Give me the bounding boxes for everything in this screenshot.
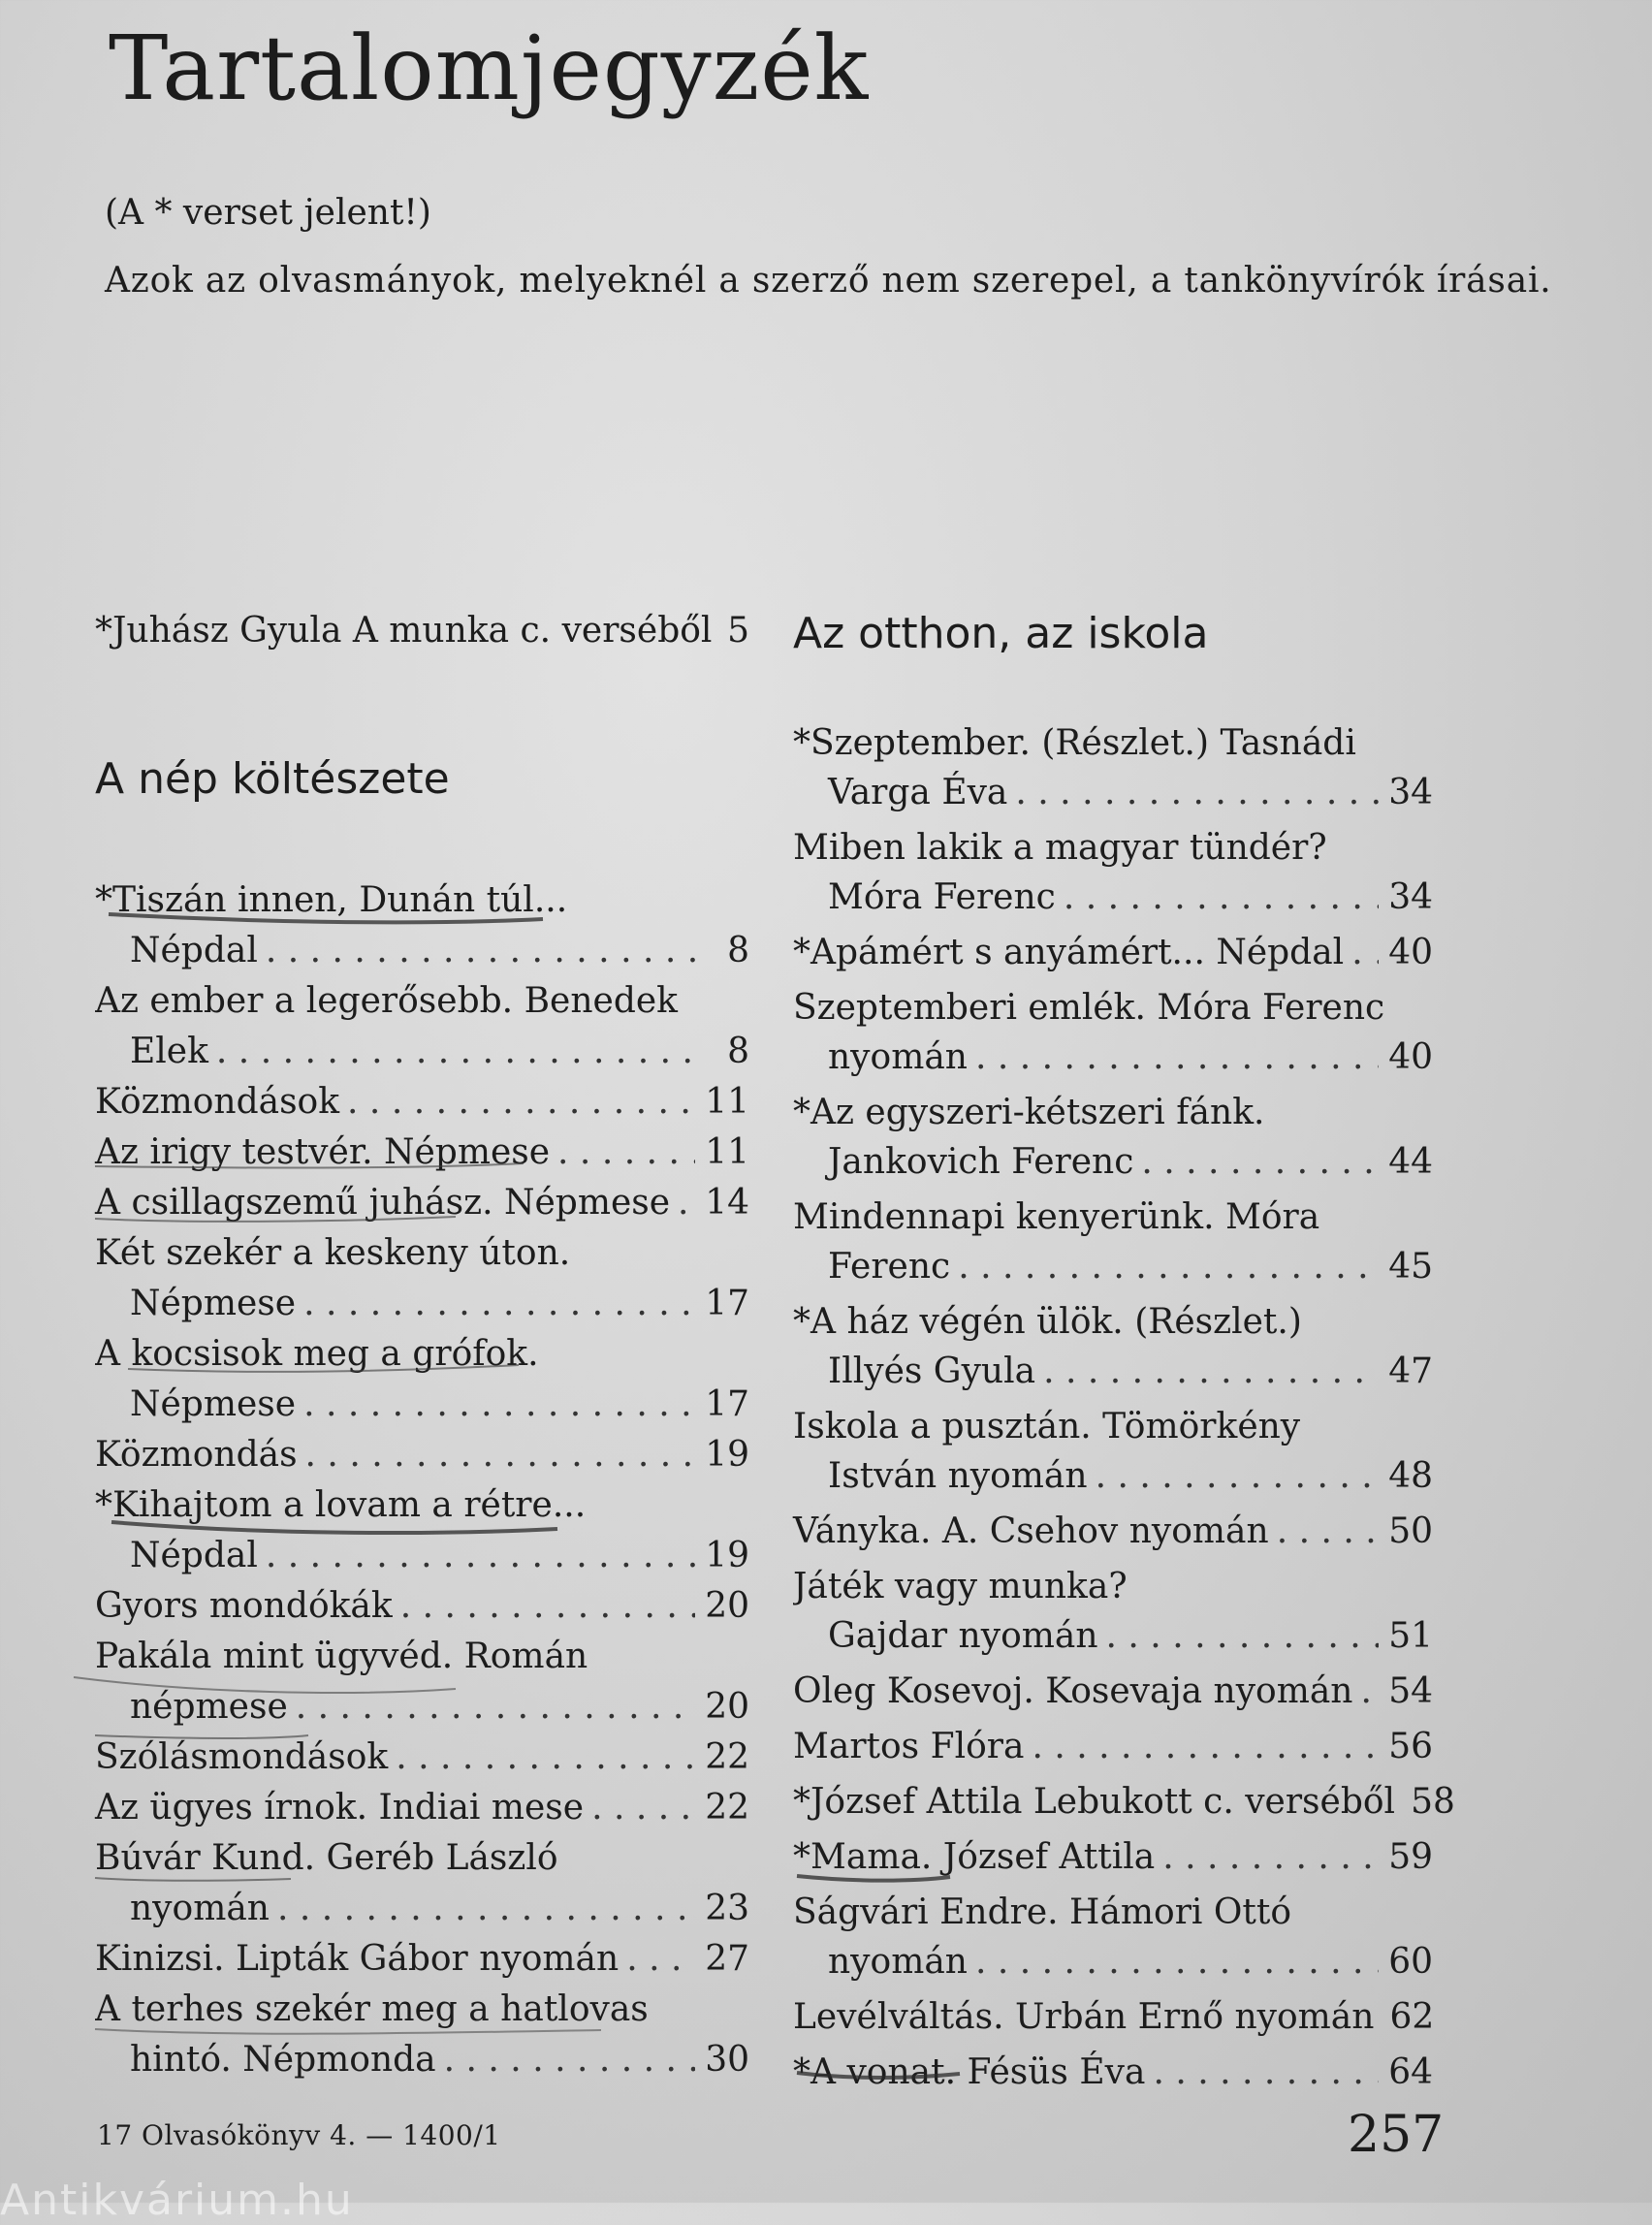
section-title-nep-kolteszete: A nép költészete bbox=[95, 754, 450, 804]
toc-entry-page: 40 bbox=[1388, 932, 1433, 972]
toc-entry bbox=[793, 1888, 1433, 1987]
right-toc-list bbox=[793, 718, 1455, 2097]
toc-entry-line bbox=[95, 1531, 749, 1581]
dot-leader bbox=[305, 1430, 695, 1480]
toc-entry-continuation: István nyomán bbox=[828, 1455, 1088, 1496]
toc-entry-page: 59 bbox=[1388, 1836, 1433, 1877]
toc-entry-title: Két szekér a keskeny úton. bbox=[95, 1232, 571, 1273]
toc-entry bbox=[95, 875, 749, 976]
toc-entry-page: 19 bbox=[705, 1535, 749, 1575]
toc-entry-title: A kocsisok meg a grófok. bbox=[95, 1333, 539, 1374]
toc-entry-line bbox=[793, 1777, 1455, 1827]
toc-entry-title: Pakála mint ügyvéd. Román bbox=[95, 1636, 588, 1676]
toc-entry-title: Ványka. A. Csehov nyomán bbox=[793, 1510, 1269, 1551]
toc-entry-title: *Szeptember. (Részlet.) Tasnádi bbox=[793, 722, 1356, 763]
toc-entry-continuation: Móra Ferenc bbox=[828, 876, 1056, 917]
toc-entry-line bbox=[95, 1430, 749, 1480]
toc-entry-title: *Az egyszeri-kétszeri fánk. bbox=[793, 1092, 1265, 1132]
toc-entry-continuation: Varga Éva bbox=[828, 772, 1008, 812]
toc-entry-page: 58 bbox=[1411, 1781, 1455, 1822]
toc-entry-line bbox=[793, 1507, 1433, 1556]
toc-entry-page: 17 bbox=[705, 1283, 749, 1323]
left-column bbox=[95, 601, 749, 2085]
toc-entry-title: Közmondások bbox=[95, 1081, 340, 1122]
dot-leader bbox=[444, 2035, 695, 2085]
toc-entry bbox=[95, 1430, 749, 1480]
page-number: 257 bbox=[1348, 2106, 1445, 2164]
toc-entry bbox=[793, 1562, 1433, 1661]
toc-entry-page: 22 bbox=[705, 1787, 749, 1828]
dot-leader bbox=[266, 926, 695, 976]
toc-entry-title: *Apámért s anyámért... Népdal bbox=[793, 932, 1345, 972]
dot-leader bbox=[1277, 1507, 1379, 1556]
toc-entry-continuation: Ferenc bbox=[828, 1246, 951, 1287]
toc-entry-page: 27 bbox=[705, 1938, 749, 1979]
toc-entry-title: Ságvári Endre. Hámori Ottó bbox=[793, 1891, 1292, 1932]
watermark: Antikvárium.hu bbox=[0, 2176, 354, 2225]
toc-entry-line bbox=[95, 1682, 749, 1732]
toc-entry bbox=[793, 1992, 1433, 2042]
toc-entry-line bbox=[793, 1242, 1433, 1291]
dot-leader bbox=[1043, 1347, 1379, 1396]
toc-entry-page: 47 bbox=[1388, 1351, 1433, 1391]
toc-entry bbox=[95, 1178, 749, 1228]
toc-entry bbox=[793, 1832, 1433, 1882]
toc-entry-title: *József Attila Lebukott c. verséből bbox=[793, 1781, 1396, 1822]
toc-entry bbox=[95, 1581, 749, 1632]
toc-entry-line bbox=[793, 1667, 1433, 1716]
toc-entry bbox=[95, 1985, 749, 2085]
right-column bbox=[793, 601, 1455, 2103]
toc-entry bbox=[95, 976, 749, 1077]
dot-leader bbox=[1064, 873, 1379, 922]
toc-entry-continuation: hintó. Népmonda bbox=[130, 2039, 436, 2080]
toc-entry-line bbox=[793, 873, 1433, 922]
toc-entry-page: 20 bbox=[705, 1585, 749, 1626]
toc-entry bbox=[793, 718, 1433, 817]
toc-entry bbox=[793, 1507, 1433, 1556]
toc-entry bbox=[793, 983, 1433, 1082]
dot-leader bbox=[1096, 1451, 1379, 1501]
toc-entry-page: 50 bbox=[1388, 1510, 1433, 1551]
toc-entry bbox=[95, 1228, 749, 1329]
toc-entry-line bbox=[793, 1832, 1433, 1882]
toc-entry bbox=[95, 1732, 749, 1783]
toc-entry-page: 23 bbox=[705, 1888, 749, 1928]
section-title-otthon-iskola: Az otthon, az iskola bbox=[793, 609, 1209, 658]
toc-entry-title: Szólásmondások bbox=[95, 1736, 389, 1777]
toc-entry-line bbox=[95, 1178, 749, 1228]
toc-entry bbox=[793, 1297, 1433, 1396]
toc-entry-line bbox=[95, 1884, 749, 1934]
toc-entry-continuation: Népmese bbox=[130, 1383, 297, 1424]
toc-entry-line bbox=[95, 1027, 749, 1077]
dot-leader bbox=[1015, 768, 1379, 817]
toc-entry-continuation: Jankovich Ferenc bbox=[828, 1141, 1134, 1182]
toc-entry-page: 19 bbox=[705, 1434, 749, 1475]
toc-entry bbox=[793, 928, 1433, 977]
authorship-note: Azok az olvasmányok, melyeknél a szerző nem szerepel, a tankönyvírók írásai. bbox=[105, 261, 1552, 301]
toc-entry-line bbox=[95, 926, 749, 976]
toc-entry-continuation: Népdal bbox=[130, 930, 258, 970]
dot-leader bbox=[1032, 1722, 1379, 1771]
toc-entry-continuation: Népdal bbox=[130, 1535, 258, 1575]
dot-leader bbox=[396, 1732, 695, 1783]
dot-leader bbox=[216, 1027, 695, 1077]
toc-entry-line bbox=[793, 1033, 1433, 1082]
toc-entry-page: 34 bbox=[1388, 876, 1433, 917]
toc-entry bbox=[95, 1934, 749, 1985]
toc-entry-title: Játék vagy munka? bbox=[793, 1566, 1128, 1606]
toc-entry-line bbox=[793, 1137, 1433, 1187]
toc-entry-line bbox=[793, 1937, 1433, 1987]
toc-entry bbox=[793, 1088, 1433, 1187]
verse-note: (A * verset jelent!) bbox=[105, 193, 431, 233]
toc-entry bbox=[95, 1480, 749, 1581]
toc-entry bbox=[95, 1783, 749, 1833]
toc-entry-title: Az ember a legerősebb. Benedek bbox=[95, 980, 678, 1021]
dot-leader bbox=[1141, 1137, 1379, 1187]
dot-leader bbox=[1153, 2048, 1379, 2097]
toc-entry bbox=[793, 1667, 1433, 1716]
dot-leader bbox=[975, 1937, 1379, 1987]
dot-leader bbox=[347, 1077, 695, 1128]
dot-leader bbox=[678, 1178, 695, 1228]
toc-entry-title: Az irigy testvér. Népmese bbox=[95, 1131, 551, 1172]
toc-entry-line bbox=[95, 1279, 749, 1329]
toc-entry-page: 54 bbox=[1388, 1670, 1433, 1711]
toc-entry bbox=[793, 1722, 1433, 1771]
toc-entry-page: 8 bbox=[727, 1031, 749, 1071]
toc-entry-title: Kinizsi. Lipták Gábor nyomán bbox=[95, 1938, 620, 1979]
toc-entry bbox=[793, 1192, 1433, 1291]
dot-leader bbox=[1162, 1832, 1379, 1882]
page-title: Tartalomjegyzék bbox=[109, 16, 870, 120]
toc-entry-page: 64 bbox=[1388, 2051, 1433, 2092]
toc-entry-page: 8 bbox=[727, 930, 749, 970]
toc-entry-continuation: Gajdar nyomán bbox=[828, 1615, 1098, 1656]
dot-leader bbox=[1361, 1667, 1380, 1716]
toc-entry-page: 14 bbox=[705, 1182, 749, 1223]
dot-leader bbox=[958, 1242, 1379, 1291]
toc-entry-continuation: Népmese bbox=[130, 1283, 297, 1323]
dot-leader bbox=[266, 1531, 695, 1581]
toc-entry-page: 45 bbox=[1388, 1246, 1433, 1287]
toc-entry-line bbox=[793, 1451, 1433, 1501]
toc-entry-line bbox=[793, 1347, 1433, 1396]
toc-entry-line bbox=[793, 1992, 1433, 2042]
dot-leader bbox=[296, 1682, 695, 1732]
toc-entry-title: *A vonat. Fésüs Éva bbox=[793, 2051, 1146, 2092]
toc-entry-page: 62 bbox=[1389, 1996, 1435, 2037]
toc-entry-page: 11 bbox=[705, 1131, 749, 1172]
toc-entry-line bbox=[95, 1128, 749, 1178]
left-toc-list bbox=[95, 875, 749, 2085]
toc-entry-page: 20 bbox=[705, 1686, 749, 1727]
toc-entry-title: Martos Flóra bbox=[793, 1726, 1025, 1766]
toc-entry-title: Gyors mondókák bbox=[95, 1585, 393, 1626]
toc-entry-title: *Tiszán innen, Dunán túl... bbox=[95, 879, 568, 920]
dot-leader bbox=[1106, 1611, 1379, 1661]
toc-entry-title: *A ház végén ülök. (Részlet.) bbox=[793, 1301, 1302, 1342]
toc-entry-page: 22 bbox=[705, 1736, 749, 1777]
toc-entry-title: *Mama. József Attila bbox=[793, 1836, 1156, 1877]
toc-entry bbox=[793, 1402, 1433, 1501]
toc-entry bbox=[95, 1833, 749, 1934]
toc-entry bbox=[95, 1632, 749, 1732]
dot-leader bbox=[303, 1380, 695, 1430]
toc-entry-line bbox=[95, 1934, 749, 1985]
motto-text: *Juhász Gyula A munka c. verséből bbox=[95, 610, 713, 651]
toc-entry-line bbox=[793, 1722, 1433, 1771]
toc-entry-title: A csillagszemű juhász. Népmese bbox=[95, 1182, 671, 1223]
dot-leader bbox=[303, 1279, 695, 1329]
toc-entry-page: 17 bbox=[705, 1383, 749, 1424]
toc-entry-page: 30 bbox=[705, 2039, 749, 2080]
toc-entry bbox=[95, 1329, 749, 1430]
toc-entry-title: Miben lakik a magyar tündér? bbox=[793, 827, 1327, 868]
toc-entry-title: Közmondás bbox=[95, 1434, 298, 1475]
toc-entry-title: Oleg Kosevoj. Kosevaja nyomán bbox=[793, 1670, 1353, 1711]
toc-entry-continuation: nyomán bbox=[130, 1888, 270, 1928]
toc-entry-line bbox=[95, 1783, 749, 1833]
toc-entry-title: Levélváltás. Urbán Ernő nyomán bbox=[793, 1996, 1375, 2037]
dot-leader bbox=[975, 1033, 1379, 1082]
toc-entry-continuation: Illyés Gyula bbox=[828, 1351, 1036, 1391]
toc-entry-line bbox=[95, 1732, 749, 1783]
toc-entry-page: 40 bbox=[1388, 1036, 1433, 1077]
toc-entry bbox=[95, 1077, 749, 1128]
toc-entry-page: 51 bbox=[1388, 1615, 1433, 1656]
motto-entry bbox=[95, 601, 749, 659]
toc-entry-continuation: nyomán bbox=[828, 1941, 968, 1982]
dot-leader bbox=[400, 1581, 695, 1632]
toc-entry-page: 11 bbox=[705, 1081, 749, 1122]
toc-entry-page: 34 bbox=[1388, 772, 1433, 812]
dot-leader bbox=[1351, 928, 1379, 977]
toc-entry-line bbox=[793, 928, 1433, 977]
toc-entry-page: 44 bbox=[1388, 1141, 1433, 1182]
toc-entry-title: Búvár Kund. Geréb László bbox=[95, 1837, 558, 1878]
toc-entry-line bbox=[95, 1380, 749, 1430]
toc-entry-page: 56 bbox=[1388, 1726, 1433, 1766]
toc-entry-line bbox=[793, 1611, 1433, 1661]
toc-entry bbox=[793, 1777, 1455, 1827]
toc-entry-title: Mindennapi kenyerünk. Móra bbox=[793, 1196, 1320, 1237]
toc-entry-continuation: Elek bbox=[130, 1031, 208, 1071]
dot-leader bbox=[626, 1934, 695, 1985]
toc-entry bbox=[95, 1128, 749, 1178]
toc-entry-page: 48 bbox=[1388, 1455, 1433, 1496]
dot-leader bbox=[557, 1128, 695, 1178]
motto-page: 5 bbox=[727, 610, 749, 651]
toc-entry-title: Az ügyes írnok. Indiai mese bbox=[95, 1787, 585, 1828]
toc-entry-title: *Kihajtom a lovam a rétre... bbox=[95, 1484, 587, 1525]
toc-entry-line bbox=[95, 1077, 749, 1128]
dot-leader bbox=[277, 1884, 695, 1934]
toc-entry-line bbox=[95, 2035, 749, 2085]
footer-signature: 17 Olvasókönyv 4. — 1400/1 bbox=[97, 2119, 501, 2151]
toc-entry-continuation: nyomán bbox=[828, 1036, 968, 1077]
toc-entry-line bbox=[793, 768, 1433, 817]
toc-entry-continuation: népmese bbox=[130, 1686, 288, 1727]
toc-entry bbox=[793, 2048, 1433, 2097]
toc-entry-title: A terhes szekér meg a hatlovas bbox=[95, 1988, 649, 2029]
toc-entry-line bbox=[95, 1581, 749, 1632]
toc-entry-title: Szeptemberi emlék. Móra Ferenc bbox=[793, 987, 1385, 1028]
dot-leader bbox=[591, 1783, 695, 1833]
toc-entry bbox=[793, 823, 1433, 922]
toc-entry-line bbox=[793, 2048, 1433, 2097]
toc-entry-page: 60 bbox=[1388, 1941, 1433, 1982]
toc-entry-title: Iskola a pusztán. Tömörkény bbox=[793, 1406, 1301, 1446]
